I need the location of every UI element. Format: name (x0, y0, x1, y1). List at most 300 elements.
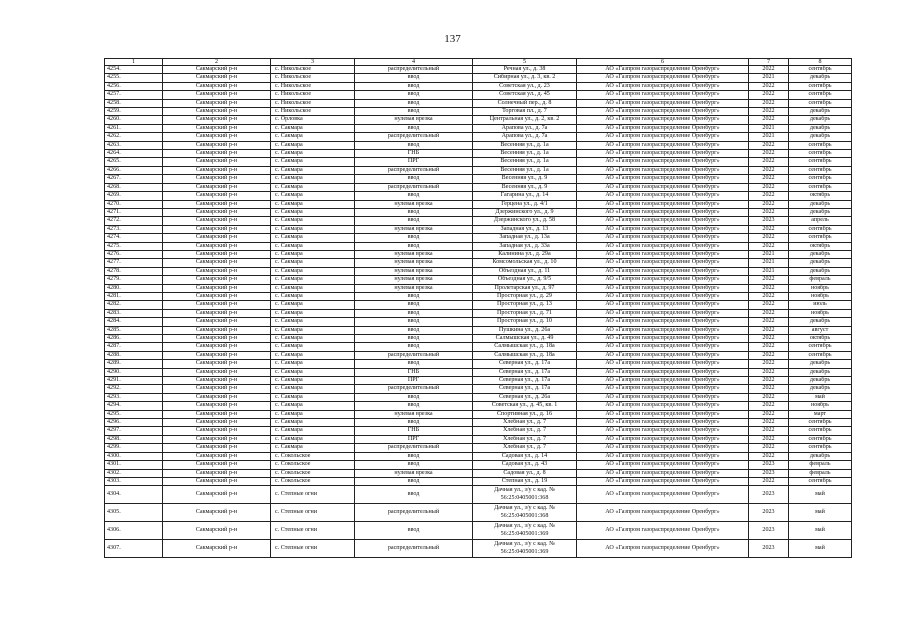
table-cell: нулевая врезка (355, 469, 473, 477)
table-row (105, 292, 852, 300)
table-cell: АО «Газпром газораспределение Оренбург» (577, 250, 749, 258)
table-cell: с. Степные огни (271, 540, 355, 558)
table-cell: Речная ул., д. 38 (473, 66, 577, 74)
column-header: 3 (271, 59, 355, 66)
table-cell: март (789, 410, 852, 418)
table-cell: АО «Газпром газораспределение Оренбург» (577, 522, 749, 540)
table-cell: с. Сакмара (271, 175, 355, 183)
table-cell: Сакмарский р-н (163, 477, 271, 485)
table-cell: с. Степные огни (271, 522, 355, 540)
table-cell: АО «Газпром газораспределение Оренбург» (577, 301, 749, 309)
table-cell: с. Сакмара (271, 267, 355, 275)
table-cell: АО «Газпром газораспределение Оренбург» (577, 335, 749, 343)
table-cell: Просторная ул., д. 13 (473, 301, 577, 309)
table-cell: ввод (355, 192, 473, 200)
table-cell: Сакмарский р-н (163, 469, 271, 477)
table-cell: Сакмарский р-н (163, 343, 271, 351)
table-cell: июль (789, 301, 852, 309)
table-cell: с. Сокольское (271, 461, 355, 469)
column-header: 7 (749, 59, 789, 66)
table-row (105, 469, 852, 477)
table-cell: декабрь (789, 108, 852, 116)
table-cell: ввод (355, 486, 473, 504)
table-cell: 4303. (105, 477, 163, 485)
table-cell: ввод (355, 82, 473, 90)
table-cell: декабрь (789, 452, 852, 460)
column-header: 5 (473, 59, 577, 66)
table-cell: 2022 (749, 175, 789, 183)
table-cell: сентябрь (789, 183, 852, 191)
table-cell: с. Сакмара (271, 124, 355, 132)
table-cell: 4298. (105, 435, 163, 443)
table-cell: АО «Газпром газораспределение Оренбург» (577, 166, 749, 174)
table-cell: ноябрь (789, 284, 852, 292)
table-cell: сентябрь (789, 175, 852, 183)
table-cell: Сакмарский р-н (163, 116, 271, 124)
table-cell: АО «Газпром газораспределение Оренбург» (577, 217, 749, 225)
table-cell: Сакмарский р-н (163, 292, 271, 300)
table-cell: сентябрь (789, 427, 852, 435)
table-cell: 2022 (749, 66, 789, 74)
table-cell: Салмышская ул., д. 18а (473, 351, 577, 359)
table-cell: нулевая врезка (355, 200, 473, 208)
table-cell: Сакмарский р-н (163, 427, 271, 435)
table-cell: 4301. (105, 461, 163, 469)
table-cell: декабрь (789, 74, 852, 82)
table-cell: Объездная ул., д. 9/5 (473, 276, 577, 284)
table-cell: АО «Газпром газораспределение Оренбург» (577, 452, 749, 460)
table-cell: 4304. (105, 486, 163, 504)
table-cell: сентябрь (789, 234, 852, 242)
table-cell: 2021 (749, 250, 789, 258)
data-table (104, 58, 852, 558)
table-cell: с. Сакмара (271, 335, 355, 343)
table-cell: ноябрь (789, 309, 852, 317)
table-cell: декабрь (789, 259, 852, 267)
table-cell: с. Сакмара (271, 250, 355, 258)
table-cell: АО «Газпром газораспределение Оренбург» (577, 183, 749, 191)
table-cell: декабрь (789, 368, 852, 376)
table-cell: Сакмарский р-н (163, 133, 271, 141)
table-cell: ГНБ (355, 368, 473, 376)
table-cell: АО «Газпром газораспределение Оренбург» (577, 74, 749, 82)
table-cell: 4273. (105, 225, 163, 233)
table-cell: с. Сакмара (271, 183, 355, 191)
table-row (105, 242, 852, 250)
table-cell: Весенняя ул., д. 1а (473, 166, 577, 174)
table-cell: Северная ул., д. 17а (473, 385, 577, 393)
table-cell: Комсомольская ул., д. 10 (473, 259, 577, 267)
table-cell: Сакмарский р-н (163, 183, 271, 191)
table-cell: февраль (789, 461, 852, 469)
table-cell: Сакмарский р-н (163, 385, 271, 393)
table-cell: 4258. (105, 99, 163, 107)
table-cell: Северная ул., д. 17а (473, 360, 577, 368)
table-cell: 2022 (749, 183, 789, 191)
table-cell: август (789, 326, 852, 334)
table-cell: с. Сакмара (271, 158, 355, 166)
table-cell: 2022 (749, 444, 789, 452)
table-cell: 4277. (105, 259, 163, 267)
table-cell: АО «Газпром газораспределение Оренбург» (577, 225, 749, 233)
table-row (105, 175, 852, 183)
table-cell: с. Сакмара (271, 284, 355, 292)
table-cell: Советская ул., д. 45 (473, 91, 577, 99)
table-cell: декабрь (789, 267, 852, 275)
table-cell: 2022 (749, 234, 789, 242)
table-cell: 4266. (105, 166, 163, 174)
table-cell: 4272. (105, 217, 163, 225)
table-cell: Просторная ул., д. 10 (473, 318, 577, 326)
table-cell: сентябрь (789, 141, 852, 149)
header-row (105, 59, 852, 66)
table-cell: АО «Газпром газораспределение Оренбург» (577, 82, 749, 90)
table-cell: АО «Газпром газораспределение Оренбург» (577, 402, 749, 410)
table-cell: АО «Газпром газораспределение Оренбург» (577, 477, 749, 485)
table-row (105, 343, 852, 351)
table-cell: с. Сакмара (271, 385, 355, 393)
table-cell: 4286. (105, 335, 163, 343)
table-cell: 4297. (105, 427, 163, 435)
table-cell: Западная ул., д. 13а (473, 234, 577, 242)
table-row (105, 309, 852, 317)
table-cell: ввод (355, 99, 473, 107)
table-row (105, 208, 852, 216)
table-cell: ввод (355, 74, 473, 82)
table-cell: Северная ул., д. 26а (473, 393, 577, 401)
table-cell: 4260. (105, 116, 163, 124)
table-cell: 2022 (749, 284, 789, 292)
table-cell: Сакмарский р-н (163, 402, 271, 410)
table-cell: АО «Газпром газораспределение Оренбург» (577, 276, 749, 284)
table-cell: нулевая врезка (355, 250, 473, 258)
table-cell: сентябрь (789, 82, 852, 90)
table-cell: нулевая врезка (355, 116, 473, 124)
table-cell: 4284. (105, 318, 163, 326)
table-cell: АО «Газпром газораспределение Оренбург» (577, 427, 749, 435)
table-cell: 2023 (749, 486, 789, 504)
table-cell: декабрь (789, 208, 852, 216)
table-cell: Сакмарский р-н (163, 200, 271, 208)
table-cell: Сакмарский р-н (163, 217, 271, 225)
table-cell: сентябрь (789, 343, 852, 351)
table-cell: Сакмарский р-н (163, 99, 271, 107)
table-cell: ввод (355, 301, 473, 309)
table-cell: нулевая врезка (355, 225, 473, 233)
table-cell: с. Сакмара (271, 343, 355, 351)
table-cell: с. Сакмара (271, 444, 355, 452)
table-cell: ноябрь (789, 292, 852, 300)
table-cell: АО «Газпром газораспределение Оренбург» (577, 175, 749, 183)
column-header: 8 (789, 59, 852, 66)
table-cell: Торговая пл., д. 7 (473, 108, 577, 116)
table-cell: с. Степные огни (271, 504, 355, 522)
table-row (105, 217, 852, 225)
table-row (105, 133, 852, 141)
table-cell: 2022 (749, 326, 789, 334)
table-cell: сентябрь (789, 225, 852, 233)
table-cell: АО «Газпром газораспределение Оренбург» (577, 200, 749, 208)
table-cell: декабрь (789, 250, 852, 258)
column-header: 2 (163, 59, 271, 66)
table-cell: ГНБ (355, 427, 473, 435)
table-row (105, 108, 852, 116)
table-cell: АО «Газпром газораспределение Оренбург» (577, 66, 749, 74)
table-cell: Сакмарский р-н (163, 435, 271, 443)
table-cell: Сакмарский р-н (163, 74, 271, 82)
table-row (105, 444, 852, 452)
table-cell: ПРГ (355, 377, 473, 385)
table-cell: 2021 (749, 133, 789, 141)
table-cell: Сакмарский р-н (163, 522, 271, 540)
table-cell: Сакмарский р-н (163, 234, 271, 242)
table-cell: распределительный (355, 504, 473, 522)
table-cell: 4255. (105, 74, 163, 82)
table-cell: 4275. (105, 242, 163, 250)
table-cell: декабрь (789, 360, 852, 368)
table-cell: ввод (355, 217, 473, 225)
table-cell: с. Сакмара (271, 234, 355, 242)
table-cell: сентябрь (789, 419, 852, 427)
table-cell: Сакмарский р-н (163, 192, 271, 200)
table-cell: февраль (789, 469, 852, 477)
table-cell: декабрь (789, 318, 852, 326)
table-cell: Хлебная ул., д. 7 (473, 435, 577, 443)
table-cell: 2022 (749, 242, 789, 250)
table-row (105, 116, 852, 124)
table-cell: 2022 (749, 150, 789, 158)
table-cell: с. Сакмара (271, 166, 355, 174)
table-cell: 2022 (749, 477, 789, 485)
table-cell: 2021 (749, 124, 789, 132)
table-cell: Хлебная ул., д. 7 (473, 427, 577, 435)
table-cell: АО «Газпром газораспределение Оренбург» (577, 368, 749, 376)
table-cell: АО «Газпром газораспределение Оренбург» (577, 504, 749, 522)
table-cell: ноябрь (789, 402, 852, 410)
table-cell: с. Сакмара (271, 141, 355, 149)
table-cell: нулевая врезка (355, 276, 473, 284)
table-cell: 4257. (105, 91, 163, 99)
table-cell: АО «Газпром газораспределение Оренбург» (577, 486, 749, 504)
table-cell: Степная ул., д. 19 (473, 477, 577, 485)
table-cell: октябрь (789, 242, 852, 250)
table-cell: 2022 (749, 351, 789, 359)
table-cell: ввод (355, 419, 473, 427)
table-cell: Сакмарский р-н (163, 351, 271, 359)
table-row (105, 124, 852, 132)
table-cell: Садовая ул., д. 14 (473, 452, 577, 460)
table-cell: с. Сакмара (271, 318, 355, 326)
table-cell: 4307. (105, 540, 163, 558)
table-cell: 4276. (105, 250, 163, 258)
table-cell: АО «Газпром газораспределение Оренбург» (577, 108, 749, 116)
table-cell: 2022 (749, 208, 789, 216)
table-cell: ПРГ (355, 158, 473, 166)
table-cell: АО «Газпром газораспределение Оренбург» (577, 469, 749, 477)
table-cell: АО «Газпром газораспределение Оренбург» (577, 234, 749, 242)
table-cell: с. Сакмара (271, 419, 355, 427)
table-cell: с. Сакмара (271, 292, 355, 300)
table-cell: 2022 (749, 225, 789, 233)
table-row (105, 377, 852, 385)
table-cell: АО «Газпром газораспределение Оренбург» (577, 385, 749, 393)
table-cell: 2023 (749, 504, 789, 522)
table-cell: Салмышская ул., д. 49 (473, 335, 577, 343)
table-cell: сентябрь (789, 444, 852, 452)
table-cell: Сакмарский р-н (163, 66, 271, 74)
table-cell: АО «Газпром газораспределение Оренбург» (577, 393, 749, 401)
table-cell: 4279. (105, 276, 163, 284)
table-cell: Арапова ул., д. 7а (473, 124, 577, 132)
table-row (105, 183, 852, 191)
table-cell: декабрь (789, 124, 852, 132)
table-row (105, 82, 852, 90)
table-cell: 4259. (105, 108, 163, 116)
table-cell: ввод (355, 393, 473, 401)
table-cell: 4295. (105, 410, 163, 418)
table-cell: Сакмарский р-н (163, 166, 271, 174)
table-cell: 4281. (105, 292, 163, 300)
table-cell: АО «Газпром газораспределение Оренбург» (577, 208, 749, 216)
table-cell: Сакмарский р-н (163, 124, 271, 132)
table-cell: Сакмарский р-н (163, 141, 271, 149)
column-header: 1 (105, 59, 163, 66)
table-cell: с. Никольское (271, 99, 355, 107)
table-row (105, 74, 852, 82)
table-cell: 2022 (749, 276, 789, 284)
table-cell: сентябрь (789, 158, 852, 166)
table-cell: с. Сакмара (271, 217, 355, 225)
table-cell: Северная ул., д. 17а (473, 368, 577, 376)
table-cell: декабрь (789, 116, 852, 124)
table-cell: Сакмарский р-н (163, 368, 271, 376)
table-row (105, 385, 852, 393)
table-cell: распределительный (355, 385, 473, 393)
table-row (105, 351, 852, 359)
table-cell: АО «Газпром газораспределение Оренбург» (577, 435, 749, 443)
page-number: 137 (444, 33, 461, 45)
table-row (105, 410, 852, 418)
table-cell: сентябрь (789, 435, 852, 443)
table-cell: Сакмарский р-н (163, 393, 271, 401)
table-cell: Сакмарский р-н (163, 276, 271, 284)
table-cell: Сакмарский р-н (163, 91, 271, 99)
table-cell: декабрь (789, 377, 852, 385)
table-cell: с. Сакмара (271, 133, 355, 141)
table-cell: Дзержинского ул., д. 58 (473, 217, 577, 225)
table-cell: 2022 (749, 166, 789, 174)
table-cell: Сакмарский р-н (163, 360, 271, 368)
table-cell: 2021 (749, 259, 789, 267)
table-cell: 2022 (749, 99, 789, 107)
table-cell: 4300. (105, 452, 163, 460)
table-cell: Сакмарский р-н (163, 242, 271, 250)
table-cell: 2022 (749, 452, 789, 460)
table-cell: с. Никольское (271, 66, 355, 74)
table-cell: с. Сакмара (271, 402, 355, 410)
table-cell: 2022 (749, 158, 789, 166)
table-cell: ввод (355, 309, 473, 317)
table-cell: Герцена ул., д. 4/1 (473, 200, 577, 208)
table-cell: 4271. (105, 208, 163, 216)
table-cell: Дачная ул., з/у с кад. № 56:25:0405001:369 (473, 522, 577, 540)
table-cell: АО «Газпром газораспределение Оренбург» (577, 377, 749, 385)
table-cell: 2022 (749, 343, 789, 351)
table-cell: 2022 (749, 318, 789, 326)
table-cell: ввод (355, 335, 473, 343)
table-cell: Весенняя ул., д. 1а (473, 150, 577, 158)
table-row (105, 284, 852, 292)
table-row (105, 150, 852, 158)
table-cell: Сакмарский р-н (163, 150, 271, 158)
table-cell: 4291. (105, 377, 163, 385)
table-cell: Сакмарский р-н (163, 410, 271, 418)
table-cell: АО «Газпром газораспределение Оренбург» (577, 124, 749, 132)
table-cell: 2023 (749, 469, 789, 477)
table-row (105, 461, 852, 469)
table-cell: 2022 (749, 116, 789, 124)
table-cell: 4306. (105, 522, 163, 540)
table-cell: Сакмарский р-н (163, 326, 271, 334)
table-cell: Просторная ул., д. 71 (473, 309, 577, 317)
table-row (105, 301, 852, 309)
table-cell: Сакмарский р-н (163, 377, 271, 385)
table-cell: 4278. (105, 267, 163, 275)
table-cell: Сакмарский р-н (163, 318, 271, 326)
table-cell: ввод (355, 477, 473, 485)
table-cell: 4268. (105, 183, 163, 191)
table-cell: Салмышская ул., д. 18а (473, 343, 577, 351)
table-cell: Спортивная ул., д. 16 (473, 410, 577, 418)
table-cell: Калинина ул., д. 29а (473, 250, 577, 258)
table-cell: 4254. (105, 66, 163, 74)
table-cell: с. Сакмара (271, 410, 355, 418)
table-row (105, 419, 852, 427)
table-cell: сентябрь (789, 150, 852, 158)
table-cell: 4288. (105, 351, 163, 359)
table-cell: Сакмарский р-н (163, 301, 271, 309)
table-cell: 4274. (105, 234, 163, 242)
table-cell: сентябрь (789, 166, 852, 174)
table-cell: Хлебная ул., д. 7 (473, 444, 577, 452)
table-cell: с. Сакмара (271, 150, 355, 158)
table-cell: 4264. (105, 150, 163, 158)
table-cell: нулевая врезка (355, 410, 473, 418)
table-cell: АО «Газпром газораспределение Оренбург» (577, 116, 749, 124)
table-cell: АО «Газпром газораспределение Оренбург» (577, 410, 749, 418)
table-row (105, 368, 852, 376)
table-cell: 2023 (749, 461, 789, 469)
table-cell: ПРГ (355, 435, 473, 443)
table-cell: декабрь (789, 200, 852, 208)
table-cell: 2022 (749, 91, 789, 99)
table-row (105, 259, 852, 267)
table-cell: АО «Газпром газораспределение Оренбург» (577, 242, 749, 250)
table-cell: нулевая врезка (355, 259, 473, 267)
table-cell: Сакмарский р-н (163, 444, 271, 452)
table-cell: Просторная ул., д. 29 (473, 292, 577, 300)
table-cell: АО «Газпром газораспределение Оренбург» (577, 284, 749, 292)
table-row (105, 435, 852, 443)
table-cell: Весенняя ул., д. 1а (473, 141, 577, 149)
table-cell: ввод (355, 124, 473, 132)
table-row (105, 522, 852, 540)
table-cell: Сакмарский р-н (163, 208, 271, 216)
table-cell: апрель (789, 217, 852, 225)
table-cell: 4265. (105, 158, 163, 166)
table-cell: АО «Газпром газораспределение Оренбург» (577, 318, 749, 326)
table-cell: 2023 (749, 217, 789, 225)
